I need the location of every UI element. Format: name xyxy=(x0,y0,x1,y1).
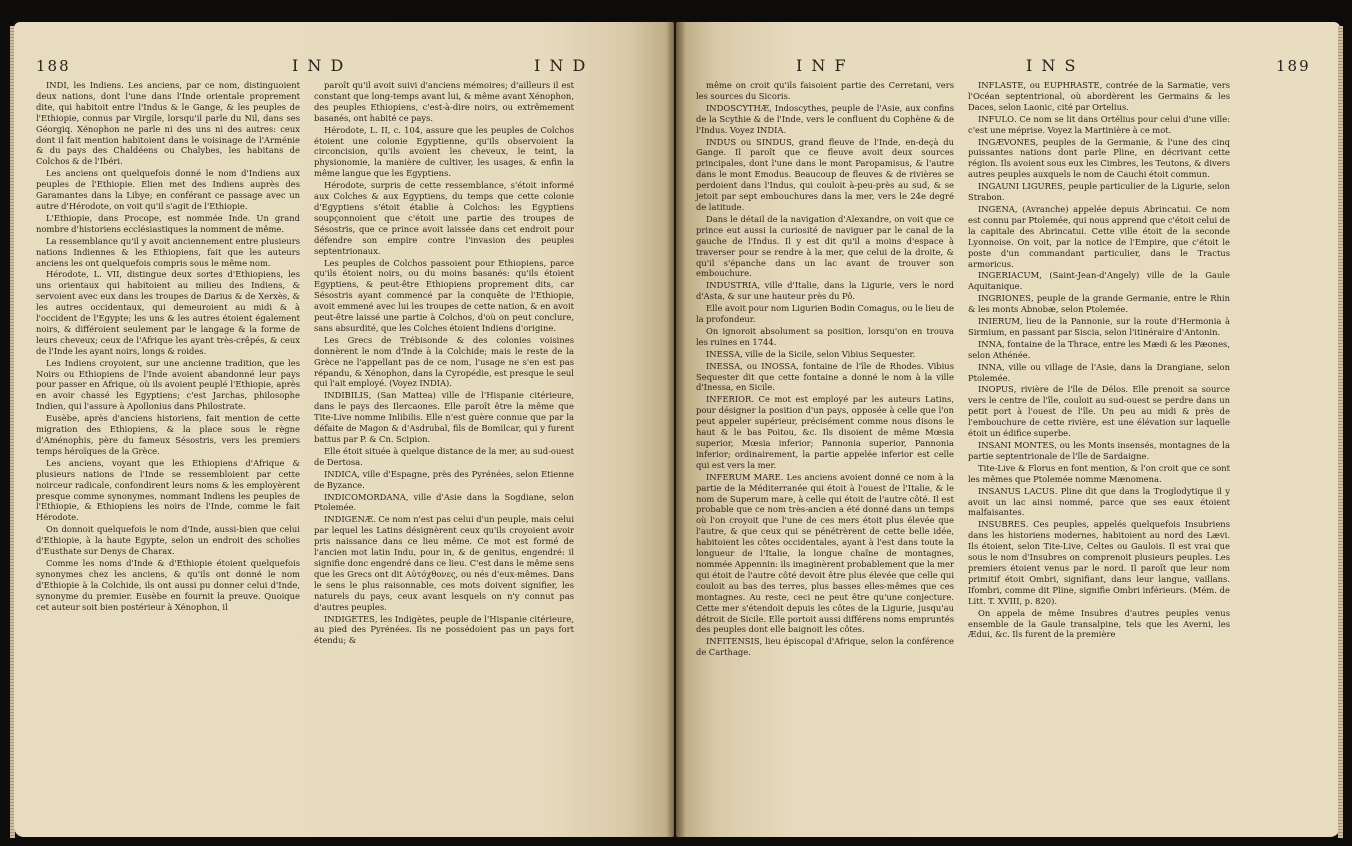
entry-text: , ou les Monts insensés, montagnes de la partie septentrionale de l'île de Sardaigne. xyxy=(968,440,1230,461)
entry-text: Les Grecs de Trébisonde & des colonies voisines donnèrent le nom d'Inde à la Colchide; mais le reste de la Grèce ne l'appellant pas de ce nom, l'usage ne s'en est pas répandu, & Xénophon, dans la Cyropédie, est presque le seul qui l'ait employé. (Voyez INDIA). xyxy=(314,334,574,389)
right-page xyxy=(676,22,1340,837)
dictionary-entry xyxy=(696,80,954,102)
dictionary-entry xyxy=(968,293,1230,315)
entry-text: L'Ethiopie, dans Procope, est nommée Inde. Un grand nombre d'historiens ecclésiastiques la nomment de même. xyxy=(36,212,300,234)
left-column-2 xyxy=(314,80,574,647)
entry-text: , peuple de la grande Germanie, entre le Rhin & les monts Abnobæ, selon Ptolemée. xyxy=(968,293,1230,315)
entry-text: . Ce nom se lit dans Ortélius pour celui d'une ville: c'est une méprise. Voyez la Martinière à ce mot. xyxy=(968,113,1230,135)
entry-headword: INOPUS xyxy=(978,384,1014,395)
entry-text: , (San Mattea) ville de l'Hispanie citérieure, dans le pays des Ilercaones. Elle paroît être la même que Tite-Live nomme Inlibilis. Elle n'est guère connue que par la défaite de Magon & d'Asdrubal, fils de Bomilcar, qui y furent battus par P. & Cn. Scipion. xyxy=(314,390,574,444)
entry-text: Elle avoit pour nom Ligurien Bodin Comagus, ou le lieu de la profondeur. xyxy=(696,303,954,325)
dictionary-entry xyxy=(314,469,574,491)
entry-headword: INDOSCYTHÆ xyxy=(706,102,770,113)
left-page-number: 188 xyxy=(36,57,71,75)
dictionary-entry xyxy=(968,339,1230,361)
entry-headword: INDUS xyxy=(706,136,737,147)
entry-headword: INDICA xyxy=(324,468,358,479)
entry-headword: INSANI MONTES xyxy=(978,440,1055,450)
entry-text: , Indoscythes, peuple de l'Asie, aux confins de la Scythie & de l'Inde, vers le confluent du Cophène & de l'Indus. Voyez INDIA. xyxy=(696,102,954,135)
entry-headword: INESSA xyxy=(706,348,741,359)
dictionary-entry xyxy=(314,446,574,468)
entry-text: , ou INOSSA, fontaine de l'île de Rhodes. Vibius Sequester dit que cette fontaine a donné le nom à la ville d'Inessa, en Sicile. xyxy=(696,360,954,393)
entry-text: Les peuples de Colchos passoient pour Ethiopiens, parce qu'ils étoient noirs, ou du moins basanés: qu'ils étoient Egyptiens, & peut-être Ethiopiens proprement dits, car Sésostris ayant commencé par la conquête de l'Ethiopie, avoit emmené avec lui les troupes de cette nation, & en avoit peut-être laissé une partie à Colchos, d'où on peut conclure, sans absurdité, que les Colches étoient Indiens d'origine. xyxy=(314,257,574,333)
entry-headword: INESSA xyxy=(706,360,741,371)
dictionary-entry xyxy=(314,492,574,514)
dictionary-entry xyxy=(36,213,300,235)
entry-headword: INDIBILIS xyxy=(324,390,369,401)
entry-text: La ressemblance qu'il y avoit anciennement entre plusieurs nations Indiennes & les Ethiopiens, fait que les auteurs anciens les ont quelquefois compris sous le même nom. xyxy=(36,235,300,268)
dictionary-entry xyxy=(314,390,574,445)
dictionary-entry xyxy=(968,519,1230,606)
dictionary-entry xyxy=(968,608,1230,641)
entry-text: Les Indiens croyoient, sur une ancienne tradition, que les Noirs ou Ethiopiens de l'Inde avoient abandonné leur pays pour passer en Afrique, où ils avoient peuplé l'Ethiopie, après en avoir chassé les Egyptiens; c'est Jarchas, philosophe Indien, qui l'assure à Apollonius dans Philostrate. xyxy=(36,357,300,412)
left-page xyxy=(14,22,674,837)
dictionary-entry xyxy=(968,204,1230,269)
dictionary-entry xyxy=(696,103,954,136)
right-page-number: 189 xyxy=(1276,57,1311,75)
book-gutter xyxy=(666,20,686,838)
entry-text: , rivière de l'île de Délos. Elle prenoit sa source vers le centre de l'île, couloit au sud-ouest se perdre dans un petit port à l'ouest de l'île. Un peu au midi & près de l'embouchure de cette rivière, est une élévation sur laquelle étoit un édifice superbe. xyxy=(968,384,1230,439)
dictionary-entry xyxy=(968,80,1230,113)
dictionary-entry xyxy=(696,394,954,470)
dictionary-entry xyxy=(314,180,574,256)
entry-text: ou SINDUS, grand fleuve de l'Inde, en-deçà du Gange. Il paroît que ce fleuve avoit deux sources principales, dont l'une dans le mont Paropamisus, & l'autre dans le mont Emodus. Beaucoup de fleuves & de rivières se perdoient dans l'Indus, qui couloit à-peu-près au sud, & se jetoit par sept embouchures dans la mer, vers le 24e degré de latitude. xyxy=(696,136,954,212)
left-column-1 xyxy=(36,80,300,614)
entry-text: . Ce nom n'est pas celui d'un peuple, mais celui par lequel les Latins désignèrent ceux qu'ils croyoient avoir pris naissance dans ce lieu même. Ce mot est formé de l'ancien mot latin Indu, pour in, & de genitus, engendré: il signifie donc engendré dans ce lieu. C'est dans le même sens que les Grecs ont dit Αὐτόχθονες, ou nés d'eux-mêmes. Dans le sens le plus raisonnable, ces mots doivent signifier, les naturels du pays, ceux avant lesquels on n'y connut pas d'autres peuples. xyxy=(314,514,574,612)
entry-headword: INGENA xyxy=(978,203,1015,214)
left-running-head: I N D xyxy=(292,56,346,75)
dictionary-entry xyxy=(696,303,954,325)
entry-text: , (Saint-Jean-d'Angely) ville de la Gaule Aquitanique. xyxy=(968,270,1230,292)
entry-headword: INSUBRES xyxy=(978,519,1026,530)
entry-headword: INFITENSIS xyxy=(706,636,760,647)
entry-headword: INGERIACUM xyxy=(978,270,1040,281)
dictionary-entry xyxy=(696,214,954,279)
entry-headword: INNA xyxy=(978,338,1003,349)
entry-headword: INFLASTE xyxy=(978,80,1024,90)
entry-text: Les anciens, voyant que les Ethiopiens d'Afrique & plusieurs nations de l'Inde se ressembloient par cette noirceur radicale, confondirent leurs noms & les employèrent presque comme synonymes, nommant Indiens les peuples de l'Ethiopie, & Ethiopiens les noirs de l'Inde, comme le fait Hérodote. xyxy=(36,457,300,523)
dictionary-entry xyxy=(696,361,954,394)
entry-text: Hérodote, surpris de cette ressemblance, s'étoit informé aux Colches & aux Egyptiens, du temps que cette colonie d'Egyptiens s'étoit établie à Colchos: les Egyptiens soupçonnoient que c'étoit une partie des troupes de Sésostris, que ce prince avoit laissée dans cet endroit pour défendre son empire contre l'invasion des peuples septentrionaux. xyxy=(314,180,574,256)
entry-text: On ignoroit absolument sa position, lorsqu'on en trouva les ruines en 1744. xyxy=(696,325,954,347)
dictionary-entry xyxy=(696,326,954,348)
dictionary-entry xyxy=(36,80,300,167)
dictionary-entry xyxy=(696,349,954,360)
dictionary-entry xyxy=(968,486,1230,519)
dictionary-entry xyxy=(36,269,300,356)
entry-headword: INDI xyxy=(46,80,67,90)
right-running-head: I N F xyxy=(796,56,848,75)
entry-headword: INNA xyxy=(978,361,1003,372)
entry-text: , lieu de la Pannonie, sur la route d'Hermonia à Sirmium, en passant par Siscia, selon l'itinéraire d'Antonin. xyxy=(968,316,1230,337)
entry-headword: INGAUNI LIGURES xyxy=(978,181,1063,192)
entry-text: paroît qu'il avoit suivi d'anciens mémoires; d'ailleurs il est constant que long-temps avant lui, & même avant Xénophon, des peuples Ethiopiens, c'est-à-dire noirs, ou extrêmement basanés, ont habité ce pays. xyxy=(314,80,574,123)
dictionary-entry xyxy=(696,137,954,213)
entry-text: , ville d'Espagne, près des Pyrénées, selon Etienne de Byzance. xyxy=(314,468,574,490)
dictionary-entry xyxy=(968,440,1230,462)
dictionary-entry xyxy=(314,514,574,612)
right-running-head-2: I N S xyxy=(1026,56,1078,75)
entry-text: Comme les noms d'Inde & d'Ethiopie étoient quelquefois synonymes chez les anciens, & qu'ils ont donné le nom d'Ethiopie à la Colchide, ils ont aussi pu donner celui d'Inde, synonyme du premier. Eusèbe en fournit la preuve. Quoique cet auteur soit bien postérieur à Xénophon, il xyxy=(36,557,300,612)
entry-headword: INDIGETES xyxy=(324,613,375,624)
dictionary-entry xyxy=(968,384,1230,439)
entry-headword: INSANUS LACUS xyxy=(978,485,1055,496)
dictionary-entry xyxy=(36,458,300,523)
dictionary-entry xyxy=(968,463,1230,485)
right-column-1 xyxy=(696,80,954,659)
entry-headword: INFERUM MARE xyxy=(706,471,781,482)
dictionary-entry xyxy=(968,137,1230,181)
entry-text: , ville ou village de l'Asie, dans la Drangiane, selon Ptolemée. xyxy=(968,361,1230,383)
dictionary-entry xyxy=(314,125,574,180)
entry-headword: INFULO xyxy=(978,113,1014,124)
entry-text: même on croit qu'ils faisoient partie des Cerretani, vers les sources du Sicoris. xyxy=(696,80,954,101)
entry-text: , lieu épiscopal d'Afrique, selon la conférence de Carthage. xyxy=(696,636,954,658)
entry-text: . Les anciens avoient donné ce nom à la partie de la Méditerranée qui étoit à l'ouest de l'Italie, & le nom de Superum mare, à celle qui étoit de l'autre côté. Il est probable que ce nom très-ancien a été donné dans un temps où l'on croyoit que l'une de ces mers étoit plus élevée que l'autre, & que ceux qui se pénétrèrent de cette belle idée, habitoient les côtes occidentales, ayant à l'est dans toute la longueur de l'Italie, la longue chaîne de montagnes, nommée Appennin: ils imaginèrent probablement que la mer qui étoit de l'autre côté devoit être plus élevée que celle qui couloit au bas des terres, plus basses elles-mêmes que ces montagnes. Au reste, ceci ne peut être qu'une conjecture. Cette mer s'étendoit depuis les côtes de la Ligurie, jusqu'au détroit de Sicile. Elle portoit aussi différens noms empruntés des peuples dont elle baignoit les côtes. xyxy=(696,471,954,635)
entry-headword: INGÆVONES xyxy=(978,136,1036,147)
entry-text: Dans le détail de la navigation d'Alexandre, on voit que ce prince eut aussi la curiosité de naviguer par le canal de la gauche de l'Indus. Il y est dit qu'il a moins d'espace à traverser pour se rendre à la mer, que celui de la droite, & qu'il s'épanche dans un lac avant de trouver son embouchure. xyxy=(696,213,954,279)
entry-headword: INDIGENÆ xyxy=(324,514,374,525)
entry-text: , ville d'Italie, dans la Ligurie, vers le nord d'Asta, & sur une hauteur près du Pô. xyxy=(696,280,954,302)
dictionary-entry xyxy=(36,524,300,557)
open-book xyxy=(14,12,1344,840)
dictionary-entry xyxy=(696,280,954,302)
dictionary-entry xyxy=(968,362,1230,384)
entry-text: Les anciens ont quelquefois donné le nom d'Indiens aux peuples de l'Ethiopie. Elien met des Indiens auprès des Garamantes dans la Libye; en conférant ce passage avec un autre d'Hérodote, on voit qu'il s'agit de l'Ethiopie. xyxy=(36,168,300,211)
dictionary-entry xyxy=(36,358,300,413)
dictionary-entry xyxy=(968,316,1230,338)
entry-text: . Ces peuples, appelés quelquefois Insubriens dans les historiens modernes, habitoient au nord des Lævi. Ils étoient, selon Tite-Live, Celtes ou Gaulois. Il est vrai que sous le nom d'Insubres on comprenoit plusieurs peuples. Les premiers étoient venus par le nord. Il paroît que leur nom primitif étoit Ombri, signifiant, dans leur langue, vaillans. Ifombri, comme dit Pline, signifie Ombri inférieurs. (Mém. de Litt. T. XVIII, p. 820). xyxy=(968,519,1230,606)
entry-text: , ville d'Asie dans la Sogdiane, selon Ptolemée. xyxy=(314,491,574,513)
entry-text: , les Indiens. Les anciens, par ce nom, distinguoient deux nations, dont l'une dans l'Inde orientale proprement dite, qui habitoit entre l'Indus & le Gange, & les peuples de l'Ethiopie, connus par Virgile, lorsqu'il parle du Nil, dans ses Géorgiq. Xénophon ne parle ni des uns ni des autres: ceux dont il fait mention habitoient dans le voisinage de l'Arménie & du pays des Chaldéens ou Chalybes, les habitans de Colchos & de l'Ibéri. xyxy=(36,80,300,167)
entry-headword: INDICOMORDANA xyxy=(324,491,406,502)
entry-headword: INDUSTRIA xyxy=(706,280,758,291)
entry-text: On donnoit quelquefois le nom d'Inde, aussi-bien que celui d'Ethiopie, à la haute Egypte, selon un endroit des scholies d'Eusthate sur Denys de Charax. xyxy=(36,524,300,557)
dictionary-entry xyxy=(314,335,574,390)
dictionary-entry xyxy=(314,80,574,124)
entry-text: , peuple particulier de la Ligurie, selon Strabon. xyxy=(968,181,1230,203)
entry-headword: INIERUM xyxy=(978,316,1020,327)
dictionary-entry xyxy=(968,114,1230,136)
dictionary-entry xyxy=(314,258,574,334)
entry-text: Hérodote, L. II, c. 104, assure que les peuples de Colchos étoient une colonie Egyptienne, qu'ils observoient la circoncision, qu'ils avoient les cheveux, le teint, la physionomie, la manière de cultiver, les usages, & enfin la même langue que les Egyptiens. xyxy=(314,124,574,179)
entry-text: , ville de la Sicile, selon Vibius Sequester. xyxy=(740,348,916,359)
dictionary-entry xyxy=(696,636,954,658)
dictionary-entry xyxy=(36,558,300,613)
entry-text: , ou EUPHRASTE, contrée de la Sarmatie, vers l'Océan septentrional, où abordèrent les Germains & les Daces, selon Laonic, cité par Ortelius. xyxy=(968,80,1230,112)
entry-text: , peuples de la Germanie, & l'une des cinq puissantes nations dont parle Pline, en décrivant cette région. Ils avoient sous eux les Cimbres, les Teutons, & divers autres peuples auxquels le nom de Cauchi étoit commun. xyxy=(968,136,1230,180)
dictionary-entry xyxy=(36,168,300,212)
dictionary-entry xyxy=(968,181,1230,203)
entry-text: . Ce mot est employé par les auteurs Latins, pour désigner la position d'un pays, opposée à celle que l'on peut appeler supérieur, précisément comme nous disons le haut & le bas Poitou, &c. Ils disoient de même Mœsia superior, Mœsia inferior; Pannonia superior, Pannonia inferior; ordinairement, la partie appelée inferior est celle qui est vers la mer. xyxy=(696,394,954,470)
right-column-2 xyxy=(968,80,1230,641)
entry-text: Elle étoit située à quelque distance de la mer, au sud-ouest de Dertosa. xyxy=(314,445,574,467)
dictionary-entry xyxy=(36,413,300,457)
dictionary-entry xyxy=(696,472,954,636)
entry-text: Eusèbe, après d'anciens historiens, fait mention de cette migration des Ethiopiens, & la place sous le règne d'Aménophis, père du fameux Sésostris, vers les premiers temps héroïques de la Grèce. xyxy=(36,413,300,456)
dictionary-entry xyxy=(968,270,1230,292)
dictionary-entry xyxy=(36,236,300,269)
entry-headword: INFERIOR xyxy=(706,394,752,405)
entry-text: Tite-Live & Florus en font mention, & l'on croit que ce sont les mêmes que Ptolemée nomme Mænomena. xyxy=(968,462,1230,484)
entry-text: , les Indigètes, peuple de l'Hispanie citérieure, au pied des Pyrénées. Ils ne possédoient pas un pays fort étendu; & xyxy=(314,613,574,646)
entry-headword: INGRIONES xyxy=(978,293,1031,304)
right-page-edge xyxy=(1338,26,1343,838)
entry-text: , (Avranche) appelée depuis Abrincatui. Ce nom est connu par Ptolemée, qui nous apprend que c'étoit celui de la capitale des Abrincatui. Cette ville étoit de la seconde Lyonnoise. On voit, par la notice de l'Empire, que c'étoit le poste d'un commandant particulier, dans le Tractus armoricus. xyxy=(968,203,1230,269)
left-running-head-2: I N D xyxy=(534,56,588,75)
dictionary-entry xyxy=(314,614,574,647)
entry-text: . Pline dit que dans la Troglodytique il y avoit un lac ainsi nommé, parce que ses eaux étoient malfaisantes. xyxy=(968,485,1231,518)
entry-text: On appela de même Insubres d'autres peuples venus ensemble de la Gaule transalpine, tels que les Averni, les Ædui, &c. Ils furent de la première xyxy=(968,607,1230,640)
entry-text: Hérodote, L. VII, distingue deux sortes d'Ethiopiens, les uns orientaux qui habitoient au milieu des Indiens, & servoient avec eux dans les troupes de Darius & de Xerxès, & les autres occidentaux, qui demeuroient au midi & à l'occident de l'Egypte; les uns & les autres étoient également noirs, & différoient seulement par le langage & la forme de leurs cheveux; ceux de l'Afrique les ayant très-crêpés, & ceux de l'Inde les ayant noirs, longs & roides. xyxy=(36,269,300,356)
entry-text: , fontaine de la Thrace, entre les Mædi & les Pæones, selon Athénée. xyxy=(968,338,1230,360)
